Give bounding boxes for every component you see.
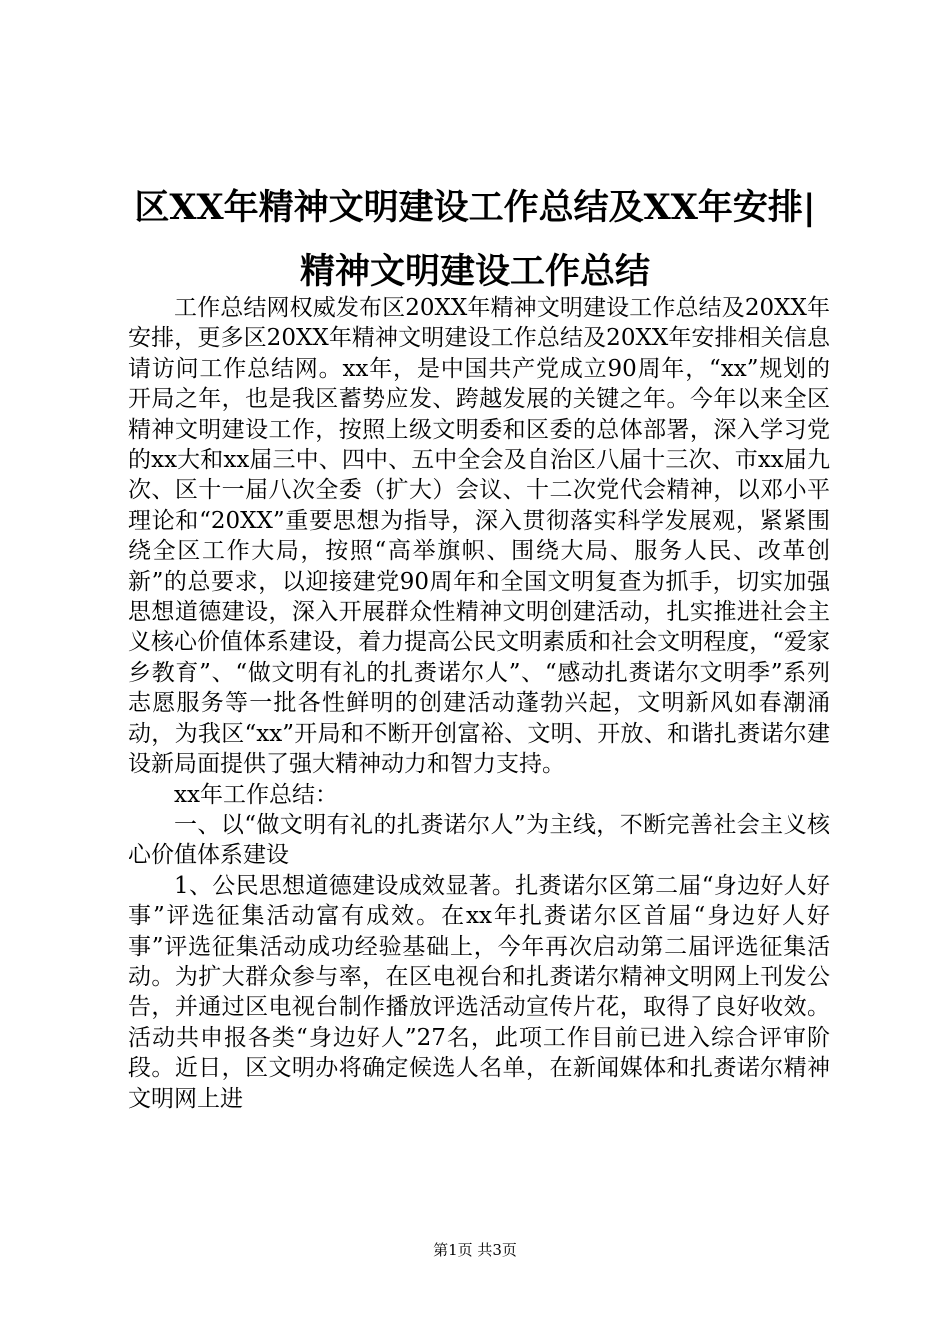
paragraph-item-one: 1、公民思想道德建设成效显著。扎赉诺尔区第二届“身边好人好事”评选征集活动富有成效。在xx年扎赉诺尔区首届“身边好人好事”评选征集活动成功经验基础上，今年再次启动第二届评选征集活动。为扩大群众参与率，在区电视台和扎赉诺尔精神文明网上刊发公告，并通过区电视台制作播放评选活动宣传片花，取得了良好收效。活动共申报各类“身边好人”27名，此项工作目前已进入综合评审阶段。近日，区文明办将确定候选人名单，在新闻媒体和扎赉诺尔精神文明网上进	[128, 872, 830, 1112]
paragraph-intro: 工作总结网权威发布区20XX年精神文明建设工作总结及20XX年安排，更多区20XX年精神文明建设工作总结及20XX年安排相关信息请访问工作总结网。xx年，是中国共产党成立90周年，“xx”规划的开局之年，也是我区蓄势应发、跨越发展的关键之年。今年以来全区精神文明建设工作，按照上级文明委和区委的总体部署，深入学习党的xx大和xx届三中、四中、五中全会及自治区八届十三次、市xx届九次、区十一届八次全委（扩大）会议、十二次党代会精神，以邓小平理论和“20XX”重要思想为指导，深入贯彻落实科学发展观，紧紧围绕全区工作大局，按照“高举旗帜、围绕大局、服务人民、改革创新”的总要求，以迎接建党90周年和全国文明复查为抓手，切实加强思想道德建设，深入开展群众性精神文明创建活动，扎实推进社会主义核心价值体系建设，着力提高公民文明素质和社会文明程度，“爱家乡教育”、“做文明有礼的扎赉诺尔人”、“感动扎赉诺尔文明季”系列志愿服务等一批各性鲜明的创建活动蓬勃兴起，文明新风如春潮涌动，为我区“xx”开局和不断开创富裕、文明、开放、和谐扎赉诺尔建设新局面提供了强大精神动力和智力支持。	[128, 295, 830, 778]
page-footer: 第1页 共3页	[433, 1241, 517, 1259]
document-body	[128, 293, 830, 1114]
document-title	[110, 176, 840, 304]
title-line-2: 精神文明建设工作总结	[299, 251, 650, 292]
title-line-1: 区XX年精神文明建设工作总结及XX年安排|	[134, 187, 816, 228]
paragraph-section-heading: xx年工作总结：	[174, 781, 338, 808]
paragraph-heading-one: 一、以“做文明有礼的扎赉诺尔人”为主线，不断完善社会主义核心价值体系建设	[128, 811, 830, 869]
